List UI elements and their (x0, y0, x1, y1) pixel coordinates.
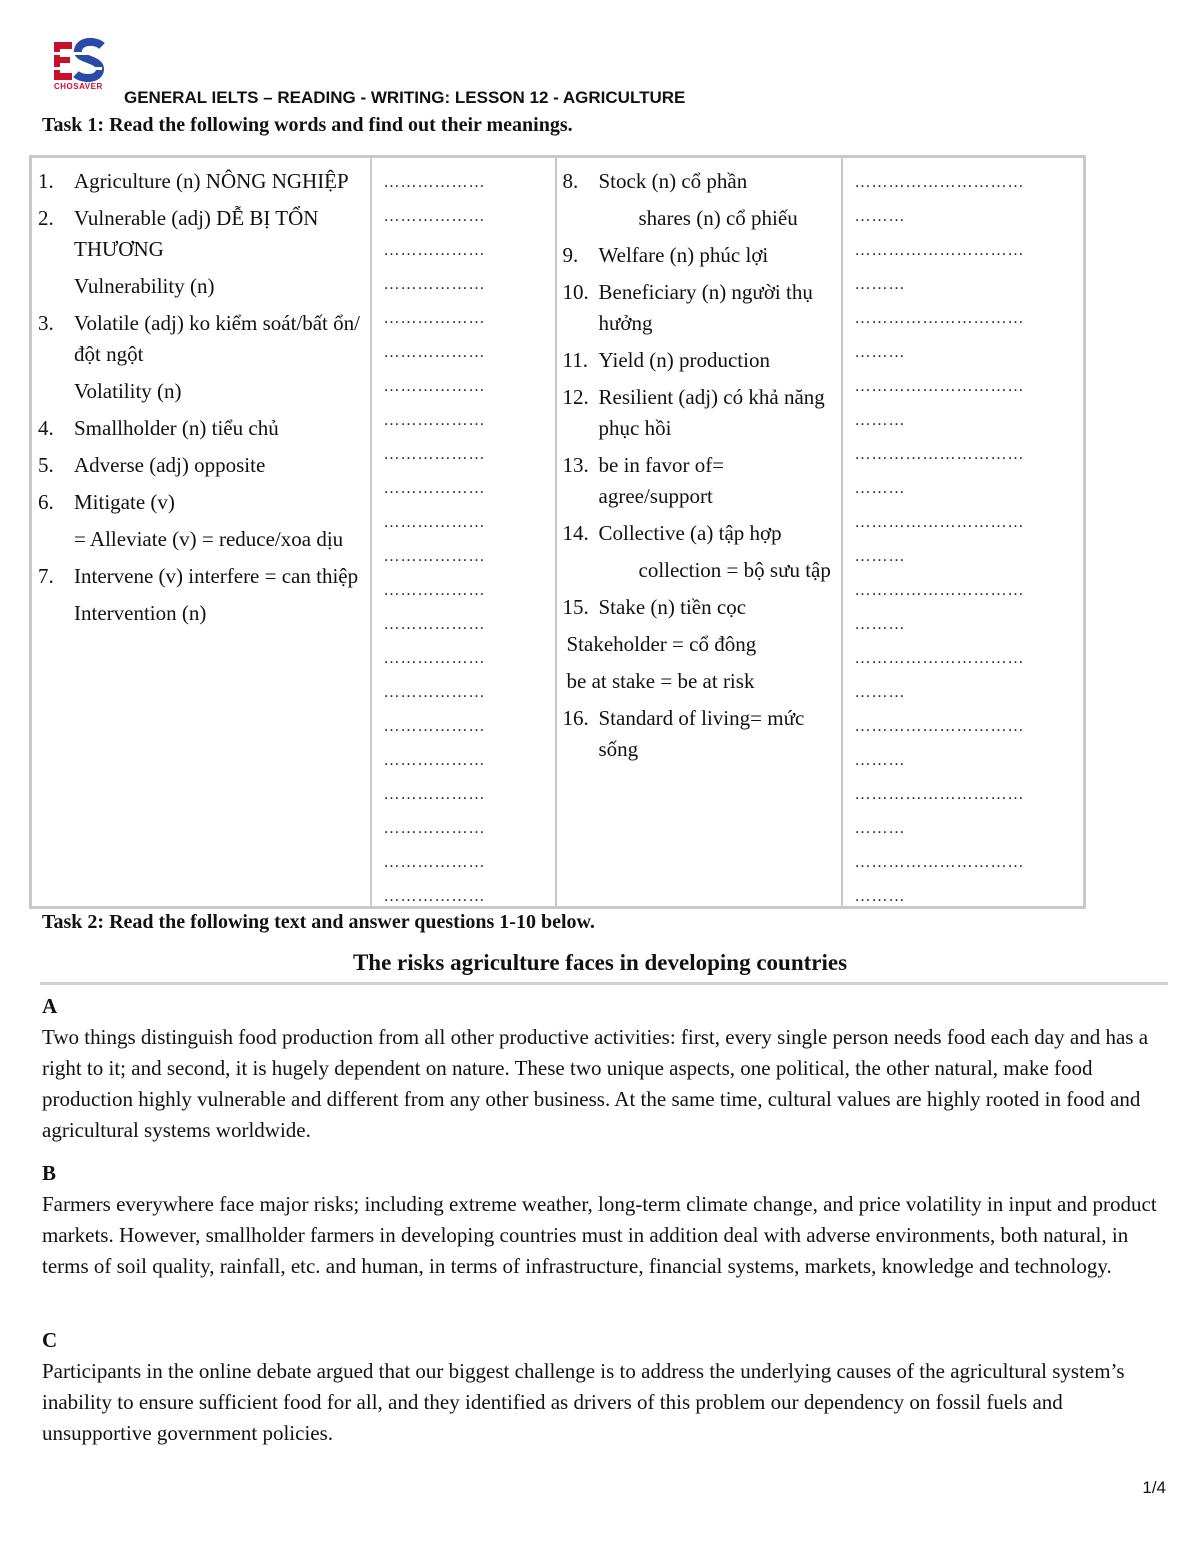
vocab-number (38, 271, 74, 302)
vocab-text: Volatile (adj) ko kiểm soát/bất ổn/đột ngột (74, 311, 360, 366)
answer-blank: ……………… (383, 344, 486, 361)
vocab-number: 6. (38, 490, 54, 514)
answer-blank: ……………… (383, 616, 486, 633)
vocab-text: Volatility (n) (74, 379, 182, 403)
answer-blank: ……………… (383, 242, 486, 259)
answer-blank: ……… (854, 548, 906, 565)
vocab-number: 5. (38, 453, 54, 477)
dots-column-right (842, 157, 1085, 908)
vocab-number: 2. (38, 206, 54, 230)
vocab-text: be in favor of= agree/support (598, 453, 725, 508)
vocab-entry (38, 413, 370, 444)
answer-blank: ……… (854, 888, 906, 905)
answer-blank: ……… (854, 480, 906, 497)
answer-blank: ………………………… (854, 310, 1025, 327)
vocab-number (563, 203, 599, 234)
vocab-entry (38, 561, 370, 592)
answer-blank: ……………… (383, 174, 486, 191)
vocab-entry (563, 450, 841, 512)
document-title: GENERAL IELTS – READING - WRITING: LESSON 12 - AGRICULTURE (124, 88, 686, 107)
paragraph-text: Participants in the online debate argued that our biggest challenge is to address the underlying causes of the agricultural system’s inability to ensure sufficient food for all, and they identified as drivers of this problem our dependency on fossil fuels and unsupportive government policies. (42, 1359, 1125, 1445)
answer-blank: ……………… (383, 820, 486, 837)
answer-blank: ………………………… (854, 242, 1025, 259)
answer-blank: ……………… (383, 276, 486, 293)
answer-blank: ………………………… (854, 378, 1025, 395)
vocab-entry (563, 345, 841, 376)
vocabulary-table (29, 155, 1086, 909)
paragraph-b (42, 1158, 1172, 1282)
vocab-text: Adverse (adj) opposite (74, 453, 266, 477)
vocab-entry (38, 487, 370, 518)
vocab-entry (38, 376, 370, 407)
vocab-text: Vulnerable (adj) DỄ BỊ TỔN THƯƠNG (74, 206, 319, 261)
vocab-text: Agriculture (n) NÔNG NGHIỆP (74, 169, 349, 193)
vocab-text: Stake (n) tiền cọc (598, 595, 747, 619)
vocab-number: 7. (38, 564, 54, 588)
vocab-entry (38, 271, 370, 302)
vocab-text: collection = bộ sưu tập (638, 558, 831, 582)
vocab-number: 9. (562, 243, 579, 267)
vocab-text: Vulnerability (n) (74, 274, 215, 298)
task1-heading: Task 1: Read the following words and find out their meanings. (42, 114, 573, 136)
vocab-text: Stock (n) cổ phần (598, 169, 748, 193)
answer-blank: ……… (854, 684, 906, 701)
answer-blank: ………………………… (854, 786, 1025, 803)
brand-name: CHOSAVER (54, 82, 103, 91)
paragraph-text: Farmers everywhere face major risks; including extreme weather, long-term climate change, and price volatility in input and product markets. However, smallholder farmers in developing countries must in addition deal with adverse environments, both natural, in terms of soil quality, rainfall, etc. and human, in terms of infrastructure, financial systems, markets, knowledge and technology. (42, 1192, 1157, 1278)
vocab-entry (563, 703, 841, 765)
vocab-entry (563, 592, 841, 623)
vocab-entry (563, 166, 841, 197)
vocab-text: Smallholder (n) tiểu chủ (74, 416, 279, 440)
answer-blank: ……………… (383, 752, 486, 769)
answer-blank: ………………………… (854, 514, 1025, 531)
task2-heading: Task 2: Read the following text and answer questions 1-10 below. (42, 911, 595, 933)
answer-blank: ……………… (383, 446, 486, 463)
page-number: 1/4 (1142, 1478, 1166, 1497)
answer-blank: ……………… (383, 514, 486, 531)
paragraph-letter: A (42, 994, 58, 1018)
vocab-entry (563, 666, 841, 697)
paragraph-c (42, 1325, 1172, 1449)
vocab-text: Mitigate (v) (74, 490, 175, 514)
vocab-entry (38, 203, 370, 265)
answer-blank: ……………… (383, 310, 486, 327)
vocab-number: 1. (38, 169, 54, 193)
paragraph-a (42, 991, 1172, 1146)
answer-blank: ………………………… (854, 446, 1025, 463)
vocab-column-left (31, 157, 371, 908)
vocab-number: 12. (562, 385, 589, 409)
answer-blank: ………………………… (854, 650, 1025, 667)
answer-blank: ……………… (383, 412, 486, 429)
vocab-entry (38, 450, 370, 481)
answer-blank: ……… (854, 276, 906, 293)
vocab-entry (38, 166, 370, 197)
paragraph-letter: C (42, 1328, 58, 1352)
vocab-text: be at stake = be at risk (566, 669, 755, 693)
vocab-entry (563, 555, 841, 586)
vocab-number: 10. (562, 280, 589, 304)
vocab-entry (38, 598, 370, 629)
paragraph-text: Two things distinguish food production from all other productive activities: first, every single person needs food each day and has a right to it; and second, it is hugely dependent on nature. These two unique aspects, one political, the other natural, make food production highly vulnerable and different from any other business. At the same time, cultural values are highly rooted in food and agricultural systems worldwide. (42, 1025, 1149, 1142)
vocab-number (38, 376, 74, 407)
answer-blank: ……… (854, 752, 906, 769)
vocab-text: Resilient (adj) có khả năng phục hồi (598, 385, 825, 440)
answer-blank: ……………… (383, 786, 486, 803)
answer-blank: ……… (854, 412, 906, 429)
vocab-number: 15. (562, 595, 589, 619)
vocab-entry (563, 518, 841, 549)
vocab-text: Welfare (n) phúc lợi (598, 243, 769, 267)
vocab-text: shares (n) cổ phiếu (638, 206, 798, 230)
vocab-text: = Alleviate (v) = reduce/xoa dịu (74, 527, 344, 551)
answer-blank: ……… (854, 344, 906, 361)
vocab-text: Yield (n) production (598, 348, 770, 372)
answer-blank: ……………… (383, 650, 486, 667)
vocab-text: Stakeholder = cổ đông (566, 632, 757, 656)
vocab-number: 3. (38, 311, 54, 335)
vocab-text: Intervention (n) (74, 601, 207, 625)
answer-blank: ……… (854, 820, 906, 837)
answer-blank: ……… (854, 616, 906, 633)
vocab-text: Standard of living= mức sống (598, 706, 805, 761)
answer-blank: ……………… (383, 684, 486, 701)
vocab-number (38, 598, 74, 629)
vocab-entry (563, 240, 841, 271)
answer-blank: ……………… (383, 888, 486, 905)
answer-blank: ……………… (383, 548, 486, 565)
answer-blank: ………………………… (854, 582, 1025, 599)
answer-blank: ……………… (383, 208, 486, 225)
answer-blank: ……………… (383, 854, 486, 871)
title-divider (40, 982, 1168, 985)
vocab-entry (563, 277, 841, 339)
dots-column-left (371, 157, 556, 908)
answer-blank: ………………………… (854, 174, 1025, 191)
vocab-text: Beneficiary (n) người thụ hưởng (598, 280, 813, 335)
article-title: The risks agriculture faces in developing countries (352, 950, 848, 975)
vocab-number: 8. (562, 169, 579, 193)
vocab-number: 16. (562, 706, 589, 730)
vocab-entry (38, 524, 370, 555)
vocab-text: Intervene (v) interfere = can thiệp (74, 564, 359, 588)
vocab-entry (563, 203, 841, 234)
answer-blank: ……… (854, 208, 906, 225)
vocab-number: 14. (562, 521, 589, 545)
paragraph-letter: B (42, 1161, 57, 1185)
answer-blank: ……………… (383, 378, 486, 395)
answer-blank: ……………… (383, 582, 486, 599)
vocab-column-right (556, 157, 842, 908)
vocab-number (563, 555, 599, 586)
vocab-text: Collective (a) tập hợp (598, 521, 782, 545)
answer-blank: ………………………… (854, 854, 1025, 871)
vocab-number: 13. (562, 453, 589, 477)
vocab-number: 11. (562, 348, 588, 372)
vocab-number (38, 524, 74, 555)
answer-blank: ……………… (383, 718, 486, 735)
vocab-entry (563, 629, 841, 660)
vocab-entry (563, 382, 841, 444)
answer-blank: ………………………… (854, 718, 1025, 735)
answer-blank: ……………… (383, 480, 486, 497)
vocab-number: 4. (38, 416, 54, 440)
vocab-entry (38, 308, 370, 370)
